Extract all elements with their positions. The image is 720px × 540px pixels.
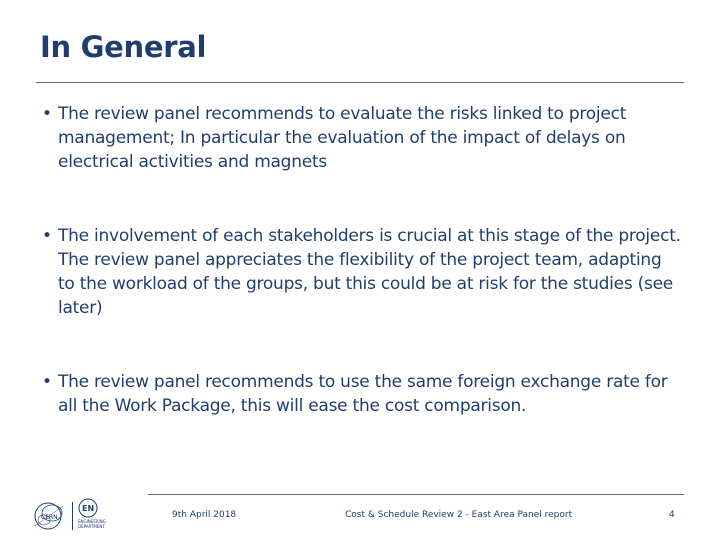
bullet-item	[42, 102, 682, 174]
bullet-dot-icon: •	[42, 372, 52, 392]
en-logo-text: EN	[82, 504, 95, 513]
footer-logos	[32, 498, 132, 534]
en-logo-caption: ENGINEERING DEPARTMENT	[78, 519, 106, 529]
en-logo-icon	[78, 498, 98, 518]
footer-date: 9th April 2018	[172, 510, 237, 520]
page-number: 4	[669, 510, 675, 520]
bullet-item	[42, 370, 682, 418]
cern-logo-icon	[32, 498, 68, 534]
footer-divider	[148, 494, 684, 495]
bullet-dot-icon: •	[42, 226, 52, 246]
footer-event-title: Cost & Schedule Review 2 - East Area Panel report	[345, 510, 573, 520]
cern-logo-text: CERN	[41, 514, 58, 521]
bullet-item	[42, 224, 682, 320]
bullet-list	[42, 102, 682, 418]
slide-title: In General	[40, 30, 207, 64]
bullet-text: The review panel recommends to use the same foreign exchange rate for all the Work Package, this will ease the cost comparison.	[58, 372, 668, 416]
logo-divider	[72, 502, 73, 530]
bullet-text: The review panel recommends to evaluate the risks linked to project management; In particular the evaluation of the impact of delays on electrical activities and magnets	[58, 104, 627, 172]
bullet-text: The involvement of each stakeholders is crucial at this stage of the project. The review panel appreciates the flexibility of the project team, adapting to the workload of the groups, but this could be at risk for the studies (see later)	[58, 226, 681, 318]
title-divider	[36, 82, 684, 83]
bullet-dot-icon: •	[42, 104, 52, 124]
